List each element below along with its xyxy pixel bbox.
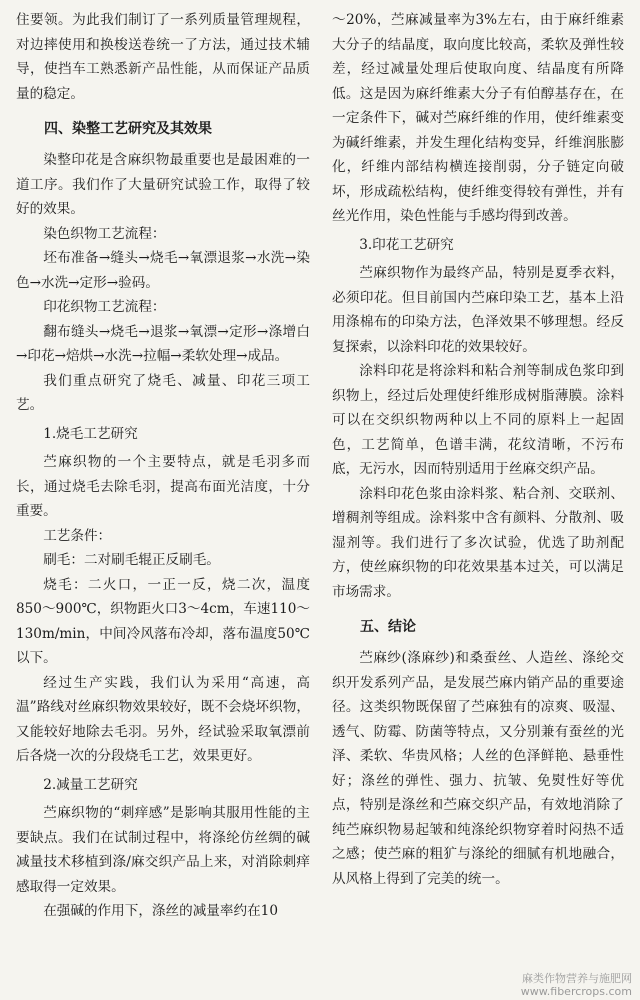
dye-flow-text: 坯布准备→缝头→烧毛→氧漂退浆→水洗→染色→水洗→定形→验码。 xyxy=(16,250,310,291)
singeing-paragraph: 苎麻织物的一个主要特点，就是毛羽多而长，通过烧毛去除毛羽，提高布面光洁度，十分重要。 xyxy=(16,454,310,519)
reduction-paragraph: 苎麻织物的“刺痒感”是影响其服用性能的主要缺点。我们在试制过程中，将涤纶仿丝绸的碱减量技术移植到涤/麻交织产品上来，对消除刺痒感取得一定效果。 xyxy=(16,805,310,895)
section-5-heading: 五、结论 xyxy=(360,619,416,635)
focus-paragraph: 我们重点研究了烧毛、减量、印花三项工艺。 xyxy=(16,372,310,413)
practice-paragraph: 经过生产实践，我们认为采用“高速，高温”路线对丝麻织物效果较好，既不会烧坏织物，又能较好地除去毛羽。另外，经试验采取氧漂前后各烧一次的分段烧毛工艺，效果更好。 xyxy=(16,674,310,764)
conditions-label: 工艺条件： xyxy=(43,527,112,544)
printing-paragraph-3: 涂料印花色浆由涂料浆、粘合剂、交联剂、增稠剂等组成。涂料浆中含有颜料、分散剂、吸湿剂等。我们进行了多次试验，优选了助剂配方，使丝麻织物的印花效果基本过关，可以满足市场需求。 xyxy=(332,485,624,600)
right-column xyxy=(332,8,624,891)
reduction-continued-paragraph: ～20%，苎麻减量率为3%左右，由于麻纤维素大分子的结晶度，取向度比较高，柔软及弹性较差，经过减量处理后使取向度、结晶度有所降低。这是因为麻纤维素大分子有伯醇基存在，在一定条件下，碱对苎麻纤维的作用，使纤维素变为碱纤维素，并发生理化结构变异，纤维润胀膨化，纤维内部结构横连接削弱，分子链定向破坏，形成疏松结构，使纤维变得较有弹性，并有丝光作用，染色性能与手感均得到改善。 xyxy=(332,12,624,224)
dye-flow-label: 染色织物工艺流程： xyxy=(43,225,166,242)
brushing-line: 刷毛：二对刷毛辊正反刷毛。 xyxy=(43,552,220,568)
watermark-title: 麻类作物营养与施肥网 xyxy=(522,972,632,985)
singeing-subheading: 1.烧毛工艺研究 xyxy=(43,425,138,442)
section-4-heading: 四、染整工艺研究及其效果 xyxy=(44,121,212,137)
printing-subheading: 3.印花工艺研究 xyxy=(359,236,454,253)
conclusion-paragraph: 苎麻纱(涤麻纱)和桑蚕丝、人造丝、涤纶交织开发系列产品，是发展苎麻内销产品的重要途径。这类织物既保留了苎麻独有的凉爽、吸湿、透气、防霉、防菌等特点，又分别兼有蚕丝的光泽、柔软、华贵风格；人丝的色泽鲜艳、悬垂性好；涤丝的弹性、强力、抗皱、免熨性好等优点，特别是涤丝和苎麻交织产品，有效地消除了纯苎麻织物易起皱和纯涤纶织物穿着时闷热不适之感；使苎麻的粗犷与涤纶的细腻有机地融合，从风格上得到了完美的统一。 xyxy=(332,650,624,887)
singeing-params: 烧毛：二火口，一正一反，烧二次，温度850～900℃，织物距火口3～4cm，车速110～130m/min，中间冷风落布冷却，落布温度50℃以下。 xyxy=(16,576,310,666)
intro-paragraph: 住要领。为此我们制订了一系列质量管理规程，对边摔使用和换梭送卷统一了方法，通过技术辅导，使挡车工熟悉新产品性能，从而保证产品质量的稳定。 xyxy=(16,12,310,102)
dyeing-intro-paragraph: 染整印花是含麻织物最重要也是最困难的一道工序。我们作了大量研究试验工作，取得了较好的效果。 xyxy=(16,152,310,217)
reduction-subheading: 2.减量工艺研究 xyxy=(43,776,138,793)
print-flow-label: 印花织物工艺流程： xyxy=(43,299,166,315)
printing-paragraph-2: 涂料印花是将涂料和粘合剂等制成色浆印到织物上，经过后处理使纤维形成树脂薄膜。涂料可以在交织织物两种以上不同的原料上一起固色，工艺简单，色谱丰满，花纹清晰，不污布底，无污水，因而特别适用于丝麻交织产品。 xyxy=(332,363,624,477)
site-watermark xyxy=(521,972,632,998)
printing-paragraph-1: 苎麻织物作为最终产品，特别是夏季衣料，必须印花。但目前国内苎麻印染工艺，基本上沿用涤棉布的印染方法，色泽效果不够理想。经反复探索，以涂料印花的效果较好。 xyxy=(332,265,624,355)
watermark-url: www.fibercrops.com xyxy=(520,985,632,998)
left-column xyxy=(16,8,310,924)
print-flow-text: 翻布缝头→烧毛→退浆→氧漂→定形→涤增白→印花→焙烘→水洗→拉幅→柔软处理→成品。 xyxy=(16,323,310,364)
reduction-paragraph-2: 在强碱的作用下，涤丝的减量率约在10 xyxy=(43,903,278,919)
